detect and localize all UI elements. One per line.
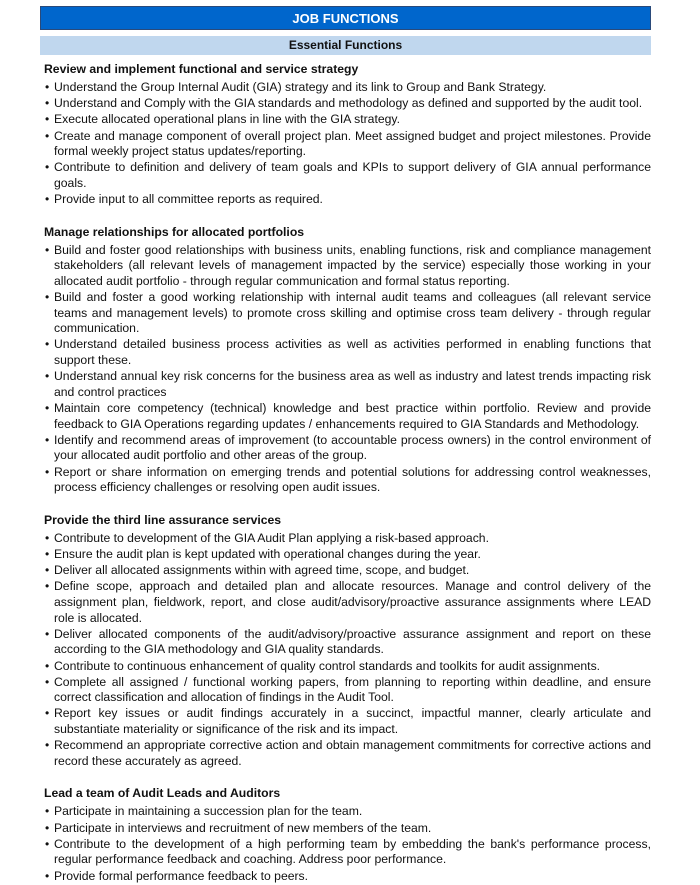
bullet-icon: • xyxy=(45,337,50,352)
section-assurance-services xyxy=(40,512,651,770)
job-functions-document xyxy=(40,6,651,885)
list-item: • Provide formal performance feedback to peers. xyxy=(45,868,309,883)
bullet-icon: • xyxy=(45,804,50,819)
section-manage-relationships xyxy=(40,224,651,496)
bullet-icon: • xyxy=(45,80,50,94)
bullet-list xyxy=(40,80,651,208)
list-item: • Define scope, approach and detailed plan and allocate resources. Manage and control delivery of the assignment plan, fieldwork, report, and close audit/advisory/proactive assurance assignments where LEAD role is allocated. xyxy=(45,579,651,625)
section-heading: Provide the third line assurance services xyxy=(44,512,282,527)
bullet-icon: • xyxy=(45,820,50,835)
bullet-icon: • xyxy=(45,868,50,883)
bullet-icon: • xyxy=(45,836,50,851)
bullet-icon: • xyxy=(45,658,50,673)
list-item: • Complete all assigned / functional working papers, from planning to reporting within deadline, and ensure correct classification and allocation of findings in the Audit Tool. xyxy=(45,674,651,705)
list-item: • Build and foster good relationships with business units, enabling functions, risk and compliance management stakeholders (all relevant levels of management impacted by the service) especially those working in your allocated audit portfolio - through regular communication and formal status reporting. xyxy=(45,242,651,288)
list-item: • Execute allocated operational plans in line with the GIA strategy. xyxy=(45,112,400,127)
bullet-list xyxy=(40,243,651,496)
list-item: • Report key issues or audit findings accurately in a succinct, impactful manner, clearly articulate and substantiate materiality or significance of the risk and its impact. xyxy=(45,706,651,737)
bullet-icon: • xyxy=(45,369,50,384)
bullet-icon: • xyxy=(45,112,50,127)
list-item: • Participate in interviews and recruitment of new members of the team. xyxy=(45,820,432,835)
section-heading: Review and implement functional and service strategy xyxy=(44,62,359,76)
bullet-icon: • xyxy=(45,563,50,578)
bullet-icon: • xyxy=(45,626,50,641)
section-heading: Lead a team of Audit Leads and Auditors xyxy=(44,786,281,801)
bullet-icon: • xyxy=(45,432,50,447)
bullet-icon: • xyxy=(45,242,50,257)
job-functions-title-bar: JOB FUNCTIONS xyxy=(40,6,651,30)
list-item: • Report or share information on emerging trends and potential solutions for addressing control weaknesses, process efficiency challenges or resolving open audit issues. xyxy=(45,464,651,495)
list-item: • Identify and recommend areas of improvement (to accountable process owners) in the control environment of your allocated audit portfolio and other areas of the group. xyxy=(45,432,651,463)
list-item: • Contribute to continuous enhancement of quality control standards and toolkits for audit assignments. xyxy=(45,658,601,673)
list-item: • Recommend an appropriate corrective action and obtain management commitments for corrective actions and record these accurately as agreed. xyxy=(45,738,651,768)
list-item: • Understand annual key risk concerns for the business area as well as industry and latest trends impacting risk and control practices xyxy=(45,369,651,399)
list-item: • Create and manage component of overall project plan. Meet assigned budget and project milestones. Provide formal weekly project status updates/reporting. xyxy=(45,128,651,159)
list-item: • Build and foster a good working relationship with internal audit teams and colleagues (all relevant service teams and management levels) to promote cross skilling and optimise cross team delivery - through regular communication. xyxy=(45,290,651,336)
bullet-icon: • xyxy=(45,128,50,143)
list-item: • Deliver allocated components of the audit/advisory/proactive assurance assignment and report on these according to the GIA methodology and GIA quality standards. xyxy=(45,626,651,657)
bullet-icon: • xyxy=(45,674,50,689)
bullet-icon: • xyxy=(45,530,50,545)
list-item: • Participate in maintaining a succession plan for the team. xyxy=(45,804,363,819)
list-item: • Contribute to development of the GIA Audit Plan applying a risk-based approach. xyxy=(45,530,489,545)
bullet-icon: • xyxy=(45,738,50,753)
bullet-icon: • xyxy=(45,160,50,175)
list-item: • Understand detailed business process activities as well as activities performed in enabling functions that support these. xyxy=(45,337,651,368)
list-item: • Contribute to the development of a high performing team by embedding the bank's performance process, regular performance feedback and coaching. Address poor performance. xyxy=(45,836,651,867)
section-review-strategy xyxy=(40,61,651,208)
list-item: • Understand the Group Internal Audit (GIA) strategy and its link to Group and Bank Strategy. xyxy=(45,80,547,94)
bullet-icon: • xyxy=(45,96,50,111)
bullet-icon: • xyxy=(45,290,50,305)
section-heading: Manage relationships for allocated portfolios xyxy=(44,224,305,239)
list-item: • Maintain core competency (technical) knowledge and best practice within portfolio. Review and provide feedback to GIA Operations regarding updates / enhancements required to GIA Standards and Methodology. xyxy=(45,401,651,431)
bullet-list xyxy=(40,804,651,884)
list-item: • Understand and Comply with the GIA standards and methodology as defined and supported by the audit tool. xyxy=(45,96,643,111)
section-lead-team xyxy=(40,785,651,884)
list-item: • Contribute to definition and delivery of team goals and KPIs to support delivery of GIA annual performance goals. xyxy=(45,160,651,190)
list-item: • Ensure the audit plan is kept updated with operational changes during the year. xyxy=(45,546,481,561)
bullet-icon: • xyxy=(45,546,50,561)
bullet-list xyxy=(40,531,651,770)
bullet-icon: • xyxy=(45,579,50,594)
bullet-icon: • xyxy=(45,401,50,416)
essential-functions-subtitle-bar: Essential Functions xyxy=(40,36,651,55)
bullet-icon: • xyxy=(45,706,50,721)
bullet-icon: • xyxy=(45,464,50,479)
bullet-icon: • xyxy=(45,192,50,207)
list-item: • Deliver all allocated assignments within with agreed time, scope, and budget. xyxy=(45,563,470,578)
list-item: • Provide input to all committee reports as required. xyxy=(45,192,323,207)
